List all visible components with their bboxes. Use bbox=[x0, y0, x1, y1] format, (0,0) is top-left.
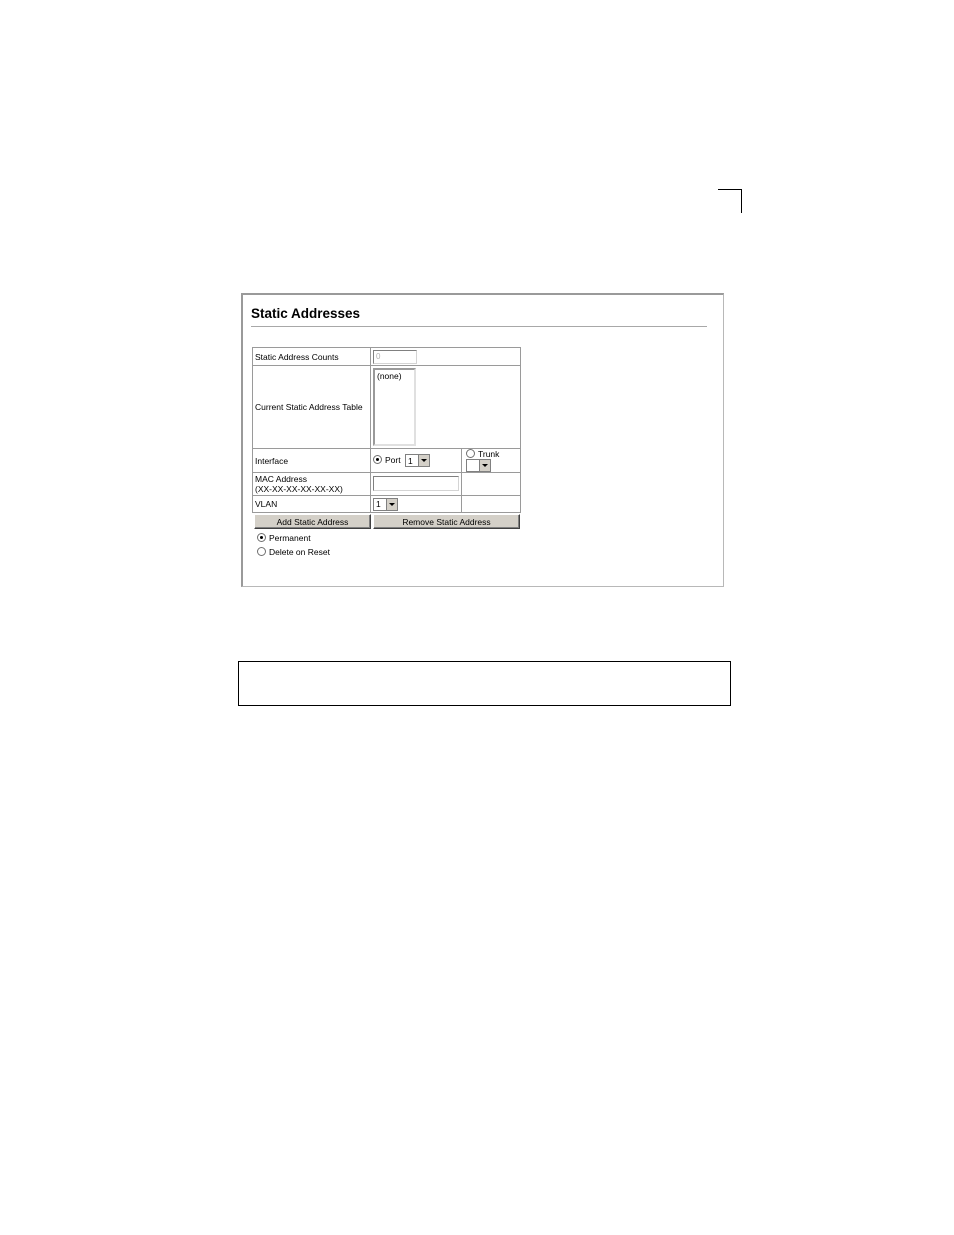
trunk-select[interactable] bbox=[466, 459, 491, 472]
delete-on-reset-label: Delete on Reset bbox=[269, 547, 330, 557]
counts-row bbox=[253, 348, 521, 366]
address-table-label: Current Static Address Table bbox=[253, 366, 371, 449]
chevron-down-icon bbox=[418, 455, 429, 466]
mac-address-label: MAC Address bbox=[255, 474, 307, 484]
current-static-address-listbox[interactable] bbox=[373, 368, 416, 446]
address-table-row bbox=[253, 366, 521, 449]
vlan-select[interactable] bbox=[373, 498, 398, 511]
add-static-address-button[interactable]: Add Static Address bbox=[254, 514, 371, 529]
mac-address-format-hint: (XX-XX-XX-XX-XX-XX) bbox=[255, 484, 343, 494]
delete-on-reset-option[interactable] bbox=[257, 547, 330, 557]
mac-address-input[interactable] bbox=[373, 476, 459, 491]
page-corner-mark bbox=[718, 189, 742, 213]
trunk-radio[interactable] bbox=[466, 449, 475, 458]
note-box bbox=[238, 661, 731, 706]
mac-address-row bbox=[253, 473, 521, 496]
static-address-form bbox=[252, 347, 521, 513]
static-addresses-panel bbox=[241, 293, 724, 587]
port-select[interactable] bbox=[405, 454, 430, 467]
permanent-label: Permanent bbox=[269, 533, 311, 543]
chevron-down-icon bbox=[479, 460, 490, 471]
listbox-item[interactable]: (none) bbox=[377, 371, 402, 381]
interface-label: Interface bbox=[253, 449, 371, 473]
port-select-value: 1 bbox=[407, 455, 413, 466]
chevron-down-icon bbox=[386, 499, 397, 510]
permanent-option[interactable] bbox=[257, 533, 311, 543]
interface-row bbox=[253, 449, 521, 473]
permanent-radio[interactable] bbox=[257, 533, 266, 542]
static-address-counts-field: 0 bbox=[373, 350, 417, 364]
page-title: Static Addresses bbox=[251, 306, 361, 321]
title-divider bbox=[251, 326, 707, 327]
counts-label: Static Address Counts bbox=[253, 348, 371, 366]
vlan-label: VLAN bbox=[253, 496, 371, 513]
trunk-label: Trunk bbox=[478, 449, 500, 459]
vlan-row bbox=[253, 496, 521, 513]
remove-static-address-button[interactable]: Remove Static Address bbox=[373, 514, 520, 529]
delete-on-reset-radio[interactable] bbox=[257, 547, 266, 556]
port-label: Port bbox=[385, 454, 401, 465]
vlan-select-value: 1 bbox=[376, 499, 381, 509]
port-radio[interactable] bbox=[373, 455, 382, 464]
